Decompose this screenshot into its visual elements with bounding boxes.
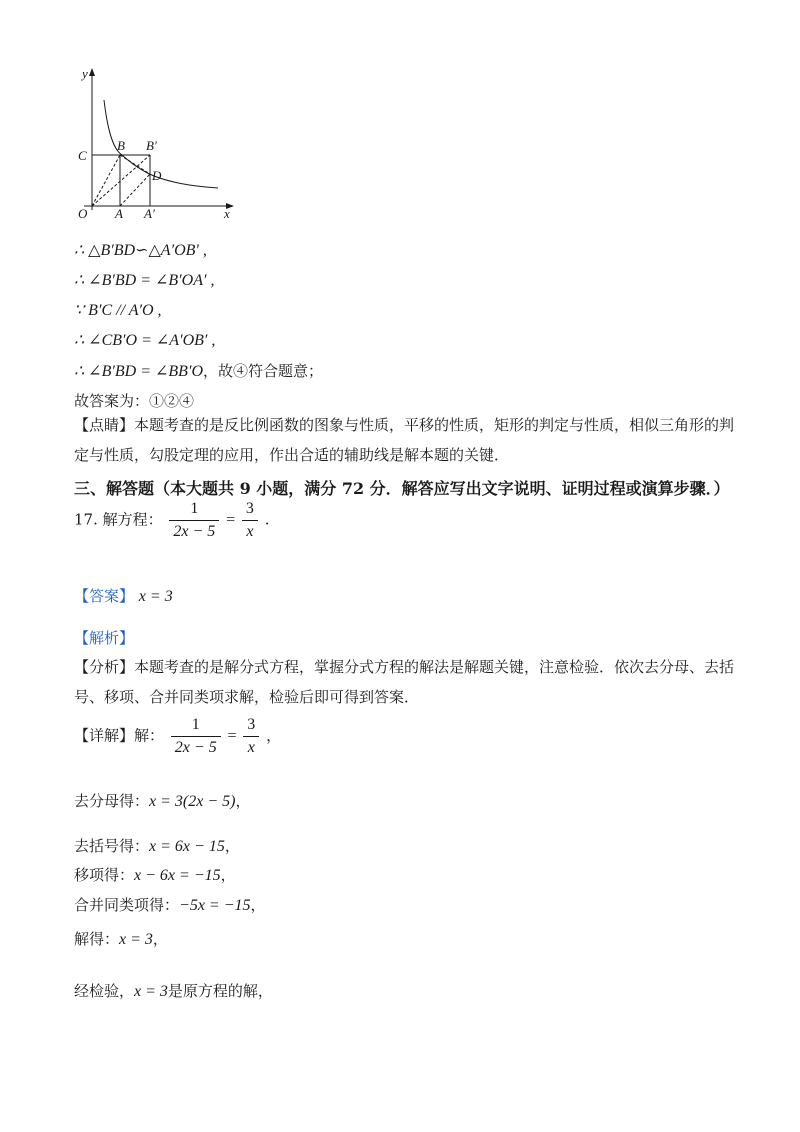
dashed-bd [120,155,150,174]
detail-equals-sign: = [227,727,237,745]
detail-lhs-fraction [171,716,221,757]
solve-step-5 [74,928,168,949]
question-17-suffix: . [264,510,270,529]
comment-paragraph: 【点睛】本题考查的是反比例函数的图象与性质，平移的性质，矩形的判定与性质，相似三角形的判定与性质，勾股定理的应用，作出合适的辅助线是解本题的关键． [74,416,735,464]
section-heading: 三、解答题（本大题共 9 小题，满分 72 分．解答应写出文字说明、证明过程或演算步骤．） [74,479,730,498]
lhs-numerator: 1 [190,500,199,517]
detail-lhs-denominator: 2x − 5 [171,736,221,757]
solve-step-6 [74,980,273,1001]
label-y: y [82,66,88,81]
proof-step-3: ∵ B′C // A′O , [74,302,162,319]
rhs-denominator: x [242,520,258,541]
solve-step-5-label: 解得： [74,930,120,948]
detail-lhs-numerator: 1 [191,716,200,733]
proof-step-5-text: ，故④符合题意； [203,362,324,380]
solve-step-5-math: x = 3 [119,931,153,948]
answer-label: 【答案】 [74,587,135,605]
label-b: B [117,138,125,153]
solve-step-3 [74,864,236,885]
solve-step-1 [74,790,250,811]
question-17 [74,500,269,541]
proof-step-4: ∴ ∠CB′O = ∠A′OB′ , [74,332,216,349]
solve-step-4-math: −5x = −15 [179,897,251,914]
solve-step-2-suffix: ， [224,837,240,855]
rhs-numerator: 3 [245,500,254,517]
solve-step-4-label: 合并同类项得： [74,896,180,914]
label-a-prime: A′ [144,206,155,221]
question-17-lhs-fraction [169,500,219,541]
detail-line [74,716,281,757]
dashed-ad [120,174,150,206]
answer-summary: 故答案为：①②④ [74,392,195,410]
solve-step-2 [74,835,240,856]
lhs-denominator: 2x − 5 [169,520,219,541]
solve-step-5-suffix: ， [152,930,168,948]
equals-sign: = [226,511,236,529]
label-o: O [78,206,88,221]
solve-step-6-label: 经检验， [74,982,135,1000]
analysis-paragraph: 【分析】本题考查的是解分式方程，掌握分式方程的解法是解题关键，注意检验．依次去分母、去括号、移项、合并同类项求解，检验后即可得到答案． [74,658,735,706]
proof-step-2: ∴ ∠B′BD = ∠B′OA′ , [74,272,215,289]
solve-step-1-math: x = 3(2x − 5) [149,793,236,810]
proof-step-5 [74,360,323,381]
solve-step-3-math: x − 6x = −15 [134,867,221,884]
solve-step-4-suffix: ， [250,896,266,914]
detail-rhs-denominator: x [243,736,259,757]
proof-step-1: ∴ △B′BD∽△A′OB′ , [74,242,207,259]
dashed-ob-prime [92,155,150,206]
geometry-figure [70,64,240,224]
label-c: C [78,148,87,163]
detail-suffix: ， [266,726,282,745]
solve-step-3-label: 移项得： [74,866,135,884]
analysis-label: 【解析】 [74,629,135,647]
solve-step-4 [74,894,266,915]
label-b-prime: B′ [146,138,157,153]
y-axis-arrow [89,68,95,76]
proof-step-5-math: ∴ ∠B′BD = ∠BB′O [74,363,203,380]
detail-rhs-fraction [243,716,259,757]
solve-step-1-suffix: ， [235,792,251,810]
solve-step-6-suffix: 是原方程的解， [167,982,273,1000]
detail-rhs-numerator: 3 [247,716,256,733]
answer-line [74,585,173,606]
label-d: D [152,168,162,183]
detail-prefix: 【详解】解： [74,726,165,745]
solve-step-6-math: x = 3 [134,983,168,1000]
question-17-prefix: 17. 解方程： [74,510,163,529]
answer-value: x = 3 [138,588,173,605]
label-a: A [115,206,123,221]
solve-step-2-math: x = 6x − 15 [149,838,225,855]
label-x: x [224,206,230,221]
question-17-rhs-fraction [242,500,258,541]
solve-step-1-label: 去分母得： [74,792,150,810]
solve-step-3-suffix: ， [220,866,236,884]
solve-step-2-label: 去括号得： [74,837,150,855]
dashed-ob [92,155,120,206]
